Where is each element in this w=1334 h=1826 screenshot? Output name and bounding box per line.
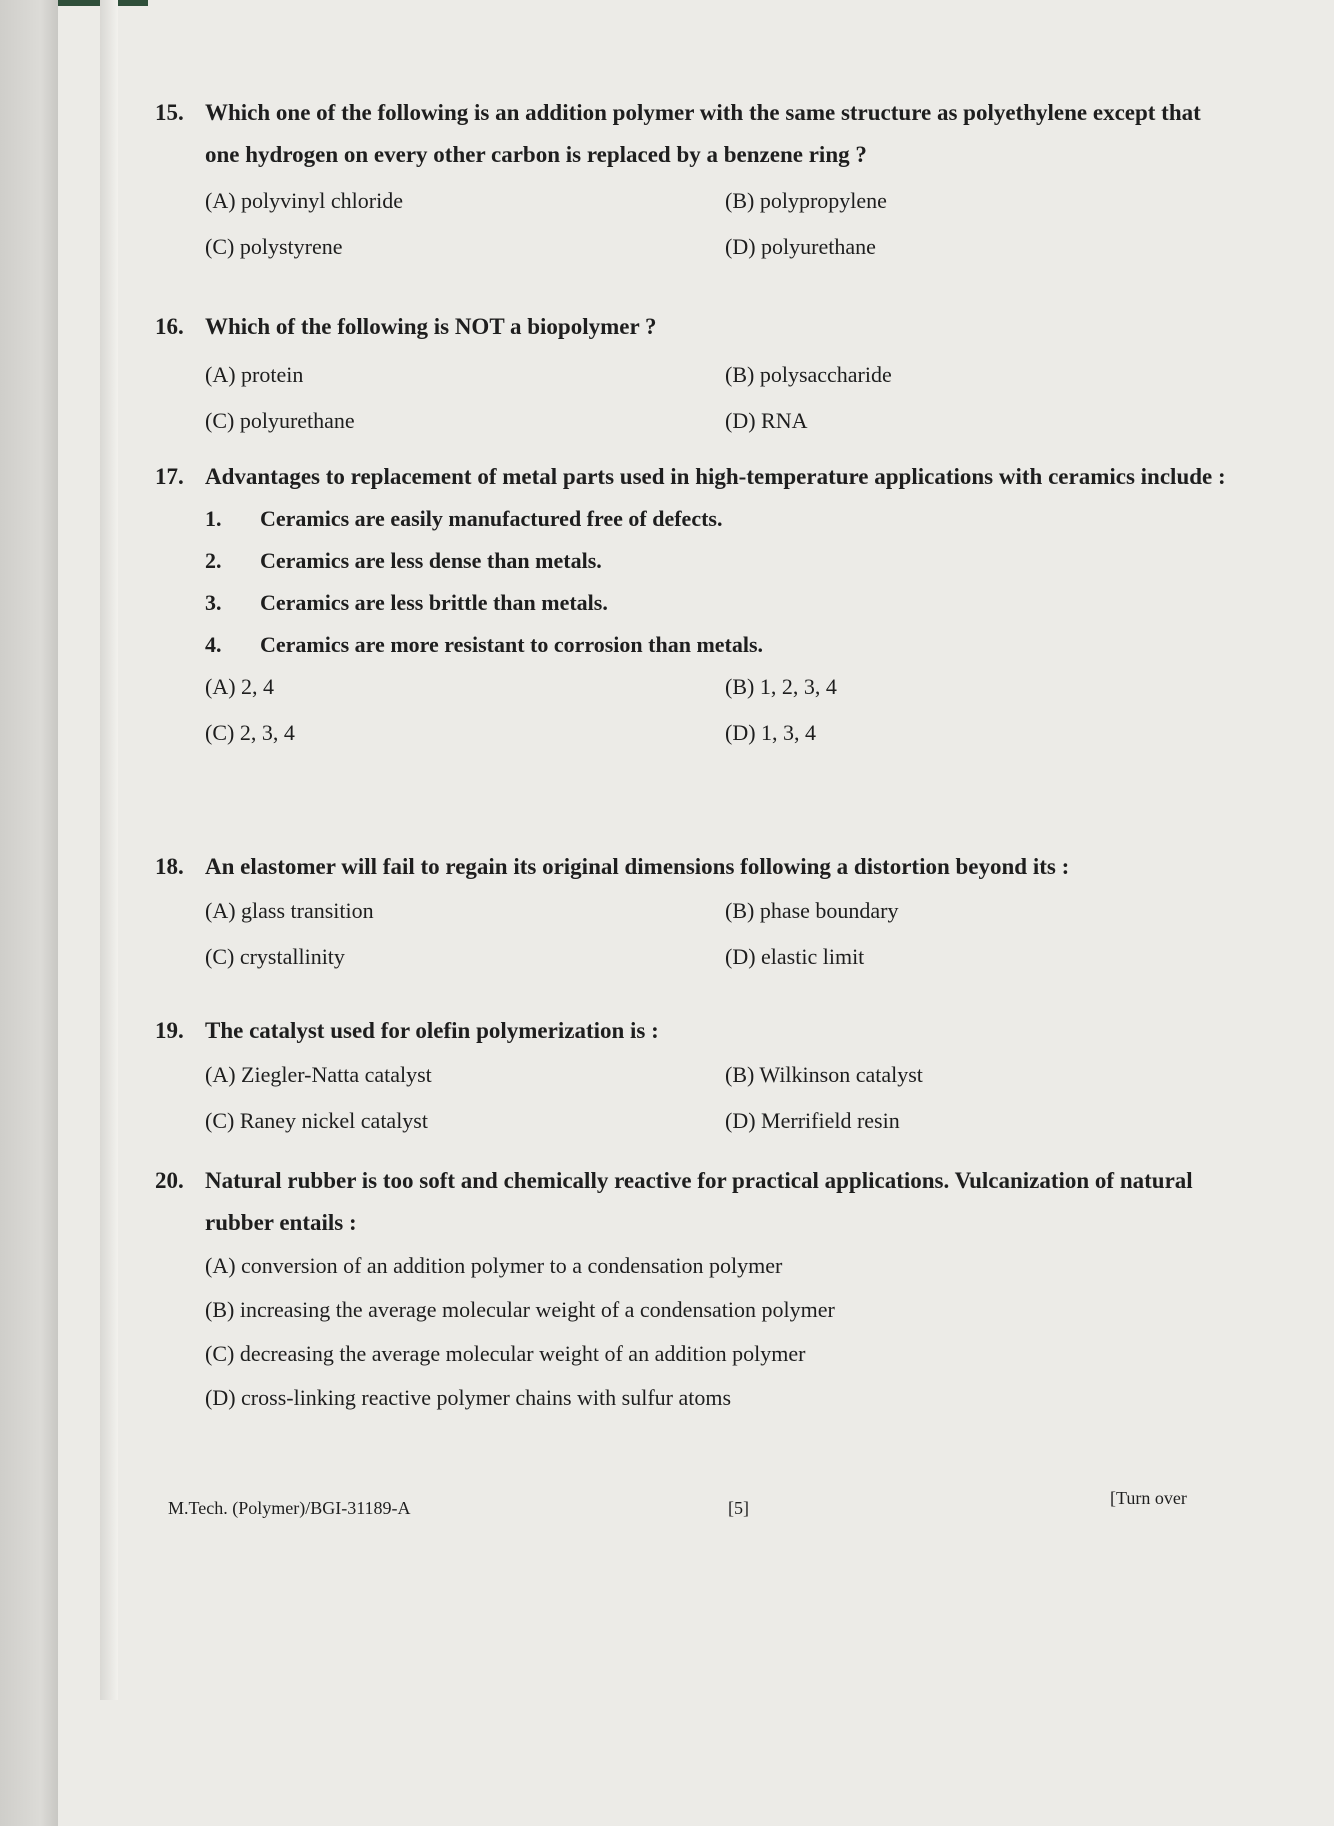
statement-1: 1. Ceramics are easily manufactured free of defects. (205, 506, 723, 531)
option-a: (A) polyvinyl chloride (205, 188, 403, 213)
option-b: (B) polypropylene (725, 188, 887, 213)
question-number: 20. (155, 1168, 184, 1193)
question-17 (155, 456, 1235, 754)
option-c: (C) Raney nickel catalyst (205, 1108, 428, 1133)
page-number: [5] (728, 1498, 749, 1518)
question-text: Natural rubber is too soft and chemically reactive for practical applications. Vulcanization of natural rubber entails : (205, 1168, 1193, 1235)
statement-2: 2. Ceramics are less dense than metals. (205, 548, 602, 573)
question-18 (155, 846, 1235, 978)
option-d: (D) RNA (725, 408, 808, 433)
option-d: (D) cross-linking reactive polymer chains with sulfur atoms (205, 1385, 732, 1410)
question-16 (155, 306, 1235, 442)
scanner-edge (0, 0, 58, 1826)
turn-over-note: [Turn over (1110, 1488, 1187, 1508)
exam-code: M.Tech. (Polymer)/BGI-31189-A (168, 1498, 411, 1518)
option-c: (C) crystallinity (205, 944, 345, 969)
option-a: (A) Ziegler-Natta catalyst (205, 1062, 432, 1087)
question-number: 15. (155, 100, 184, 125)
question-number: 16. (155, 314, 184, 339)
question-text: Which of the following is NOT a biopolymer ? (205, 314, 657, 339)
option-c: (C) polyurethane (205, 408, 355, 433)
question-15 (155, 92, 1235, 268)
option-c: (C) 2, 3, 4 (205, 720, 295, 745)
option-a: (A) glass transition (205, 898, 374, 923)
option-b: (B) phase boundary (725, 898, 899, 923)
option-c: (C) polystyrene (205, 234, 343, 259)
option-b: (B) 1, 2, 3, 4 (725, 674, 837, 699)
statement-3: 3. Ceramics are less brittle than metals. (205, 590, 608, 615)
question-19 (155, 1010, 1235, 1142)
question-20 (155, 1160, 1235, 1420)
option-d: (D) 1, 3, 4 (725, 720, 817, 745)
option-d: (D) elastic limit (725, 944, 865, 969)
question-text: An elastomer will fail to regain its original dimensions following a distortion beyond its : (205, 854, 1070, 879)
option-a: (A) conversion of an addition polymer to a condensation polymer (205, 1253, 783, 1278)
question-text: The catalyst used for olefin polymerization is : (205, 1018, 659, 1043)
question-number: 17. (155, 464, 184, 489)
page-fold-shadow (100, 0, 118, 1700)
statement-4: 4. Ceramics are more resistant to corrosion than metals. (205, 632, 764, 657)
option-a: (A) protein (205, 362, 304, 387)
question-text: Advantages to replacement of metal parts used in high-temperature applications with ceramics include : (205, 464, 1226, 489)
option-b: (B) increasing the average molecular weight of a condensation polymer (205, 1297, 835, 1322)
option-a: (A) 2, 4 (205, 674, 275, 699)
option-b: (B) Wilkinson catalyst (725, 1062, 923, 1087)
question-text: Which one of the following is an addition polymer with the same structure as polyethylene except that one hydrogen on every other carbon is replaced by a benzene ring ? (205, 100, 1201, 167)
option-d: (D) polyurethane (725, 234, 876, 259)
question-number: 18. (155, 854, 184, 879)
question-number: 19. (155, 1018, 184, 1043)
option-b: (B) polysaccharide (725, 362, 892, 387)
option-c: (C) decreasing the average molecular weight of an addition polymer (205, 1341, 806, 1366)
option-d: (D) Merrifield resin (725, 1108, 900, 1133)
